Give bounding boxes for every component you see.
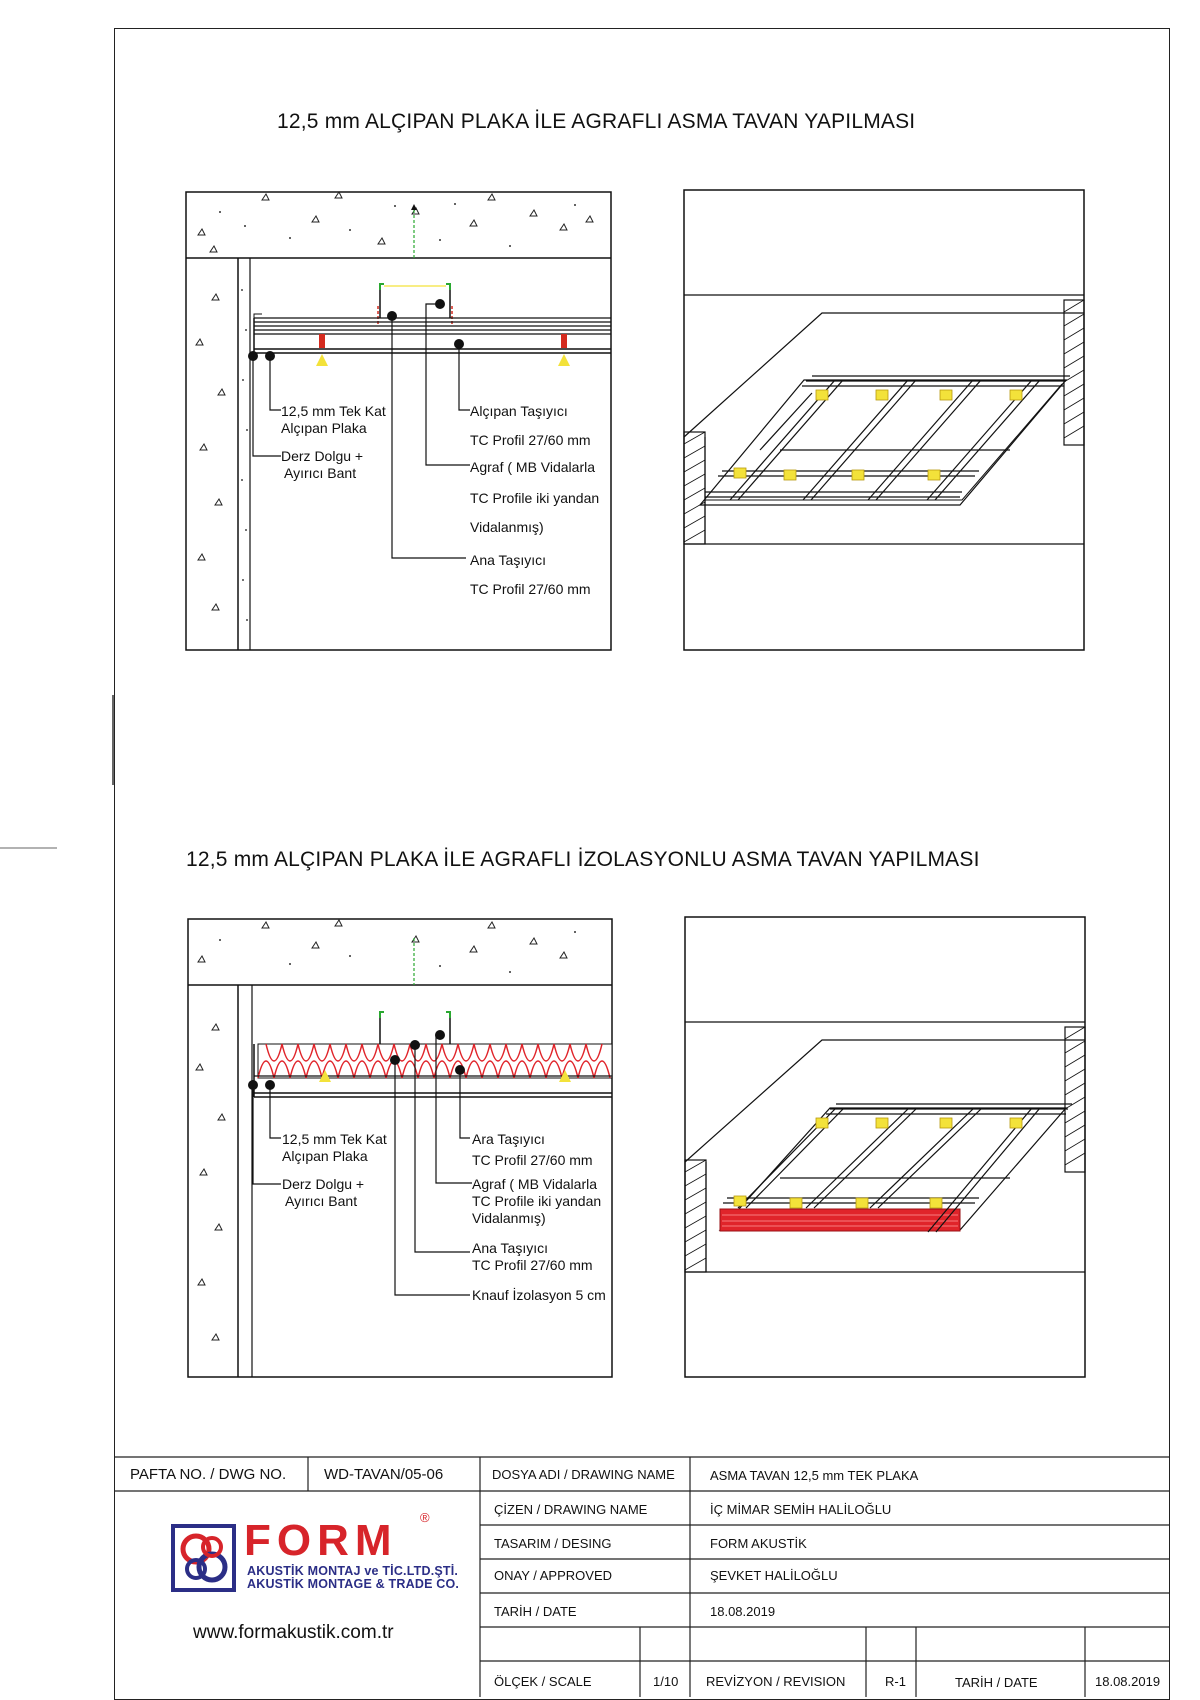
label-board-2: 12,5 mm Tek Kat Alçıpan Plaka — [282, 1131, 387, 1164]
label-main-carrier-profile: TC Profil 27/60 mm — [470, 581, 591, 597]
revision-value: R-1 — [885, 1674, 906, 1689]
label-main-carrier: Ana Taşıyıcı — [470, 552, 547, 568]
label-clip-2: TC Profile iki yandan — [470, 490, 600, 506]
label-joint-2: Derz Dolgu + Ayırıcı Bant — [282, 1176, 365, 1209]
label-intermediate-carrier-profile: TC Profil 27/60 mm — [472, 1152, 593, 1168]
registered-mark: ® — [420, 1510, 430, 1525]
company-name-line1: AKUSTİK MONTAJ ve TİC.LTD.ŞTİ. — [247, 1564, 459, 1578]
revision-label: REVİZYON / REVISION — [706, 1674, 846, 1689]
company-website[interactable]: www.formakustik.com.tr — [193, 1622, 394, 1643]
label-board: 12,5 mm Tek Kat Alçıpan Plaka — [281, 403, 386, 436]
dwg-no-value: WD-TAVAN/05-06 — [324, 1466, 444, 1483]
dwg-no-label: PAFTA NO. / DWG NO. — [130, 1466, 287, 1483]
section2-title: 12,5 mm ALÇIPAN PLAKA İLE AGRAFLI İZOLASYONLU ASMA TAVAN YAPILMASI — [186, 848, 980, 871]
company-name-line2: AKUSTİK MONTAGE & TRADE CO. — [247, 1577, 460, 1591]
label-clip-s2: Agraf ( MB Vidalarla TC Profile iki yandan Vidalanmış) — [472, 1176, 602, 1226]
company-logo-emblem — [171, 1524, 236, 1592]
section2-detail-drawing — [188, 919, 612, 1377]
drawn-label: ÇİZEN / DRAWING NAME — [494, 1502, 648, 1517]
rev-date-label: TARİH / DATE — [955, 1675, 1038, 1690]
label-clip: Agraf ( MB Vidalarla — [470, 459, 596, 475]
design-value: FORM AKUSTİK — [710, 1536, 807, 1551]
rev-date-value: 18.08.2019 — [1095, 1674, 1161, 1689]
label-insulation: Knauf İzolasyon 5 cm — [472, 1287, 606, 1303]
approved-value: ŞEVKET HALİLOĞLU — [710, 1568, 838, 1583]
label-carrier: Alçıpan Taşıyıcı — [470, 403, 568, 419]
date-value: 18.08.2019 — [710, 1604, 776, 1619]
drawn-value: İÇ MİMAR SEMİH HALİLOĞLU — [710, 1502, 892, 1517]
section1-isometric-drawing — [684, 190, 1084, 650]
scale-label: ÖLÇEK / SCALE — [494, 1674, 592, 1689]
drawing-name-label: DOSYA ADI / DRAWING NAME — [492, 1467, 675, 1482]
company-logo-word: FORM — [244, 1516, 398, 1565]
design-label: TASARIM / DESING — [494, 1536, 612, 1551]
section1-title: 12,5 mm ALÇIPAN PLAKA İLE AGRAFLI ASMA TAVAN YAPILMASI — [277, 110, 916, 133]
date-label: TARİH / DATE — [494, 1604, 577, 1619]
label-joint: Derz Dolgu + Ayırıcı Bant — [281, 448, 364, 481]
scale-value: 1/10 — [653, 1674, 679, 1689]
label-main-carrier-s2: Ana Taşıyıcı TC Profil 27/60 mm — [472, 1240, 593, 1273]
label-carrier-profile: TC Profil 27/60 mm — [470, 432, 591, 448]
section2-isometric-drawing — [685, 917, 1085, 1377]
label-clip-3: Vidalanmış) — [470, 519, 544, 535]
label-intermediate-carrier: Ara Taşıyıcı — [472, 1131, 545, 1147]
approved-label: ONAY / APPROVED — [494, 1568, 613, 1583]
drawing-name-value: ASMA TAVAN 12,5 mm TEK PLAKA — [710, 1468, 919, 1483]
